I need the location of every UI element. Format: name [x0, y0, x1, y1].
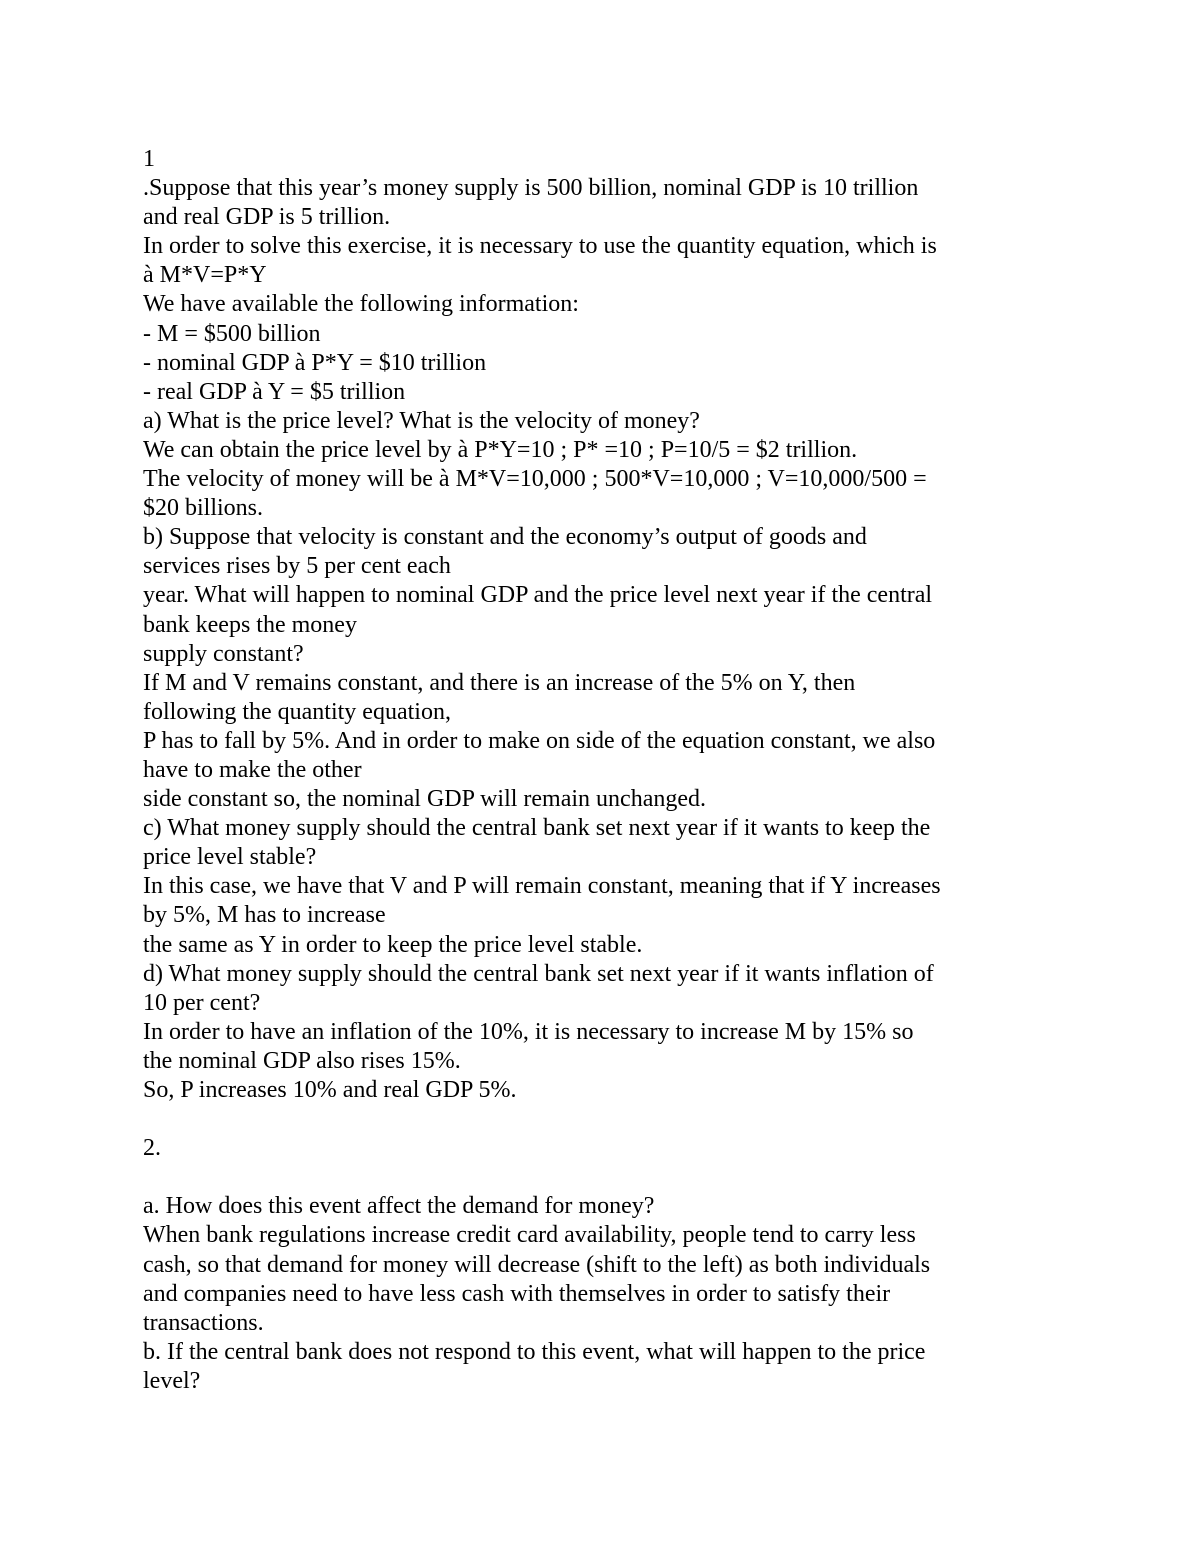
sub-question-b: b) Suppose that velocity is constant and the economy’s output of goods and [143, 524, 867, 551]
sub-question-c: c) What money supply should the central bank set next year if it wants to keep the [143, 815, 931, 842]
text-line: 10 per cent? [143, 989, 261, 1016]
question-2-part-b: b. If the central bank does not respond to this event, what will happen to the price [143, 1338, 926, 1365]
text-line: services rises by 5 per cent each [143, 553, 451, 580]
question-2-number: 2. [143, 1135, 161, 1162]
text-line: We can obtain the price level by à P*Y=10 ; P* =10 ; P=10/5 = $2 trillion. [143, 436, 858, 463]
text-line: have to make the other [143, 756, 362, 783]
text-line: We have available the following information: [143, 291, 579, 318]
text-line: In order to solve this exercise, it is necessary to use the quantity equation, which is [143, 233, 937, 260]
text-line: level? [143, 1367, 201, 1394]
question-1-number: 1 [143, 146, 155, 172]
text-line: the same as Y in order to keep the price level stable. [143, 931, 643, 958]
blank-line [143, 1163, 1068, 1192]
text-line: transactions. [143, 1309, 264, 1336]
text-line: bank keeps the money [143, 611, 357, 638]
text-line: The velocity of money will be à M*V=10,000 ; 500*V=10,000 ; V=10,000/500 = [143, 466, 927, 493]
list-item-nominal-gdp: - nominal GDP à P*Y = $10 trillion [143, 349, 487, 376]
text-line: following the quantity equation, [143, 698, 451, 725]
text-line: So, P increases 10% and real GDP 5%. [143, 1077, 517, 1103]
sub-question-d: d) What money supply should the central bank set next year if it wants inflation of [143, 960, 934, 987]
text-line: When bank regulations increase credit card availability, people tend to carry less [143, 1222, 916, 1249]
text-line: cash, so that demand for money will decrease (shift to the left) as both individuals [143, 1251, 931, 1278]
text-line: If M and V remains constant, and there is an increase of the 5% on Y, then [143, 669, 856, 696]
text-line: P has to fall by 5%. And in order to make on side of the equation constant, we also [143, 727, 936, 754]
text-line: by 5%, M has to increase [143, 902, 386, 929]
text-line: and companies need to have less cash with themselves in order to satisfy their [143, 1280, 891, 1307]
sub-question-a: a) What is the price level? What is the velocity of money? [143, 407, 700, 434]
text-line: price level stable? [143, 844, 317, 871]
list-item-real-gdp: - real GDP à Y = $5 trillion [143, 378, 406, 405]
text-line: the nominal GDP also rises 15%. [143, 1047, 461, 1074]
text-line: year. What will happen to nominal GDP and the price level next year if the central [143, 582, 933, 609]
text-line: $20 billions. [143, 495, 264, 522]
text-line: In this case, we have that V and P will remain constant, meaning that if Y increases [143, 873, 941, 900]
quantity-equation-line: à M*V=P*Y [143, 262, 267, 289]
text-line: side constant so, the nominal GDP will remain unchanged. [143, 786, 707, 813]
question-2-part-a: a. How does this event affect the demand for money? [143, 1193, 655, 1220]
question-1-prompt-line-2: and real GDP is 5 trillion. [143, 204, 391, 231]
question-1-prompt-line-1: .Suppose that this year’s money supply is 500 billion, nominal GDP is 10 trillion [143, 175, 919, 202]
document-body [143, 145, 1068, 1396]
text-line: In order to have an inflation of the 10%, it is necessary to increase M by 15% so [143, 1018, 914, 1045]
list-item-money-supply: - M = $500 billion [143, 320, 321, 347]
text-line: supply constant? [143, 640, 304, 667]
blank-line [143, 1105, 1068, 1134]
